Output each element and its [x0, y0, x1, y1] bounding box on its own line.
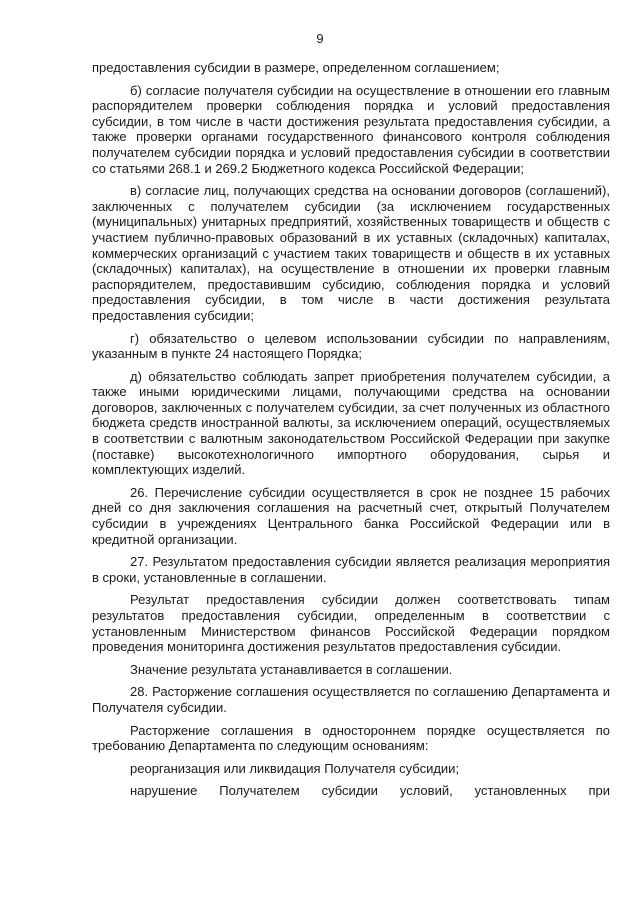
- paragraph-unilateral-termination: Расторжение соглашения в одностороннем порядке осуществляется по требованию Департамента по следующим основаниям:: [92, 722, 610, 754]
- paragraph-clause-28: 28. Расторжение соглашения осуществляется по соглашению Департамента и Получателя субсидии.: [92, 684, 610, 715]
- paragraph-continuation: предоставления субсидии в размере, определенном соглашением;: [92, 60, 500, 75]
- paragraph-item-g: г) обязательство о целевом использовании субсидии по направлениям, указанным в пункте 24 настоящего Порядка;: [92, 330, 610, 362]
- paragraph-clause-26: 26. Перечисление субсидии осуществляется в срок не позднее 15 рабочих дней со дня заключения соглашения на расчетный счет, открытый Получателем субсидии в учреждениях Центрального банка Российской Федерации или в кредитной организации.: [92, 484, 610, 547]
- paragraph-reorganization: реорганизация или ликвидация Получателя субсидии;: [130, 760, 460, 776]
- paragraph-result-value: Значение результата устанавливается в соглашении.: [130, 661, 453, 677]
- paragraph-item-v: в) согласие лиц, получающих средства на основании договоров (соглашений), заключенных с получателем субсидии (за исключением государственных (муниципальных) унитарных предприятий, хозяйственных товариществ и обществ с участием публично-правовых образований в их уставных (складочных) капиталах, коммерческих организаций с участием таких товариществ и обществ в их уставных (складочных) капиталах), на осуществление в отношении их проверки главным распорядителем, предоставившим субсидию, соблюдения порядка и условий предоставления субсидии, в том числе в части достижения результата предоставления субсидии;: [92, 183, 610, 323]
- paragraph-item-d: д) обязательство соблюдать запрет приобретения получателем субсидии, а также иными юридическими лицами, получающими средства на основании договоров, заключенных с получателем субсидии, за счет полученных из областного бюджета средств иностранной валюты, за исключением операций, осуществляемых в соответствии с валютным законодательством Российской Федерации при закупке (поставке) высокотехнологичного импортного оборудования, сырья и комплектующих изделий.: [92, 368, 610, 478]
- paragraph-result-types: Результат предоставления субсидии должен соответствовать типам результатов предоставления субсидии, определенным в соответствии с установленным Министерством финансов Российской Федерации порядком проведения мониторинга достижения результатов предоставления субсидии.: [92, 592, 610, 655]
- document-body: [92, 60, 610, 799]
- paragraph-clause-27: 27. Результатом предоставления субсидии является реализация мероприятия в сроки, установленные в соглашении.: [92, 554, 610, 585]
- paragraph-item-b: б) согласие получателя субсидии на осуществление в отношении его главным распорядителем проверки соблюдения порядка и условий предоставления субсидии, в том числе в части достижения результата предоставления субсидии, а также проверки органами государственного финансового контроля соблюдения получателем субсидии порядка и условий предоставления субсидии в соответствии со статьями 268.1 и 269.2 Бюджетного кодекса Российской Федерации;: [92, 82, 610, 176]
- paragraph-violation: нарушение Получателем субсидии условий, установленных при: [130, 783, 610, 799]
- page-number: 9: [316, 31, 324, 46]
